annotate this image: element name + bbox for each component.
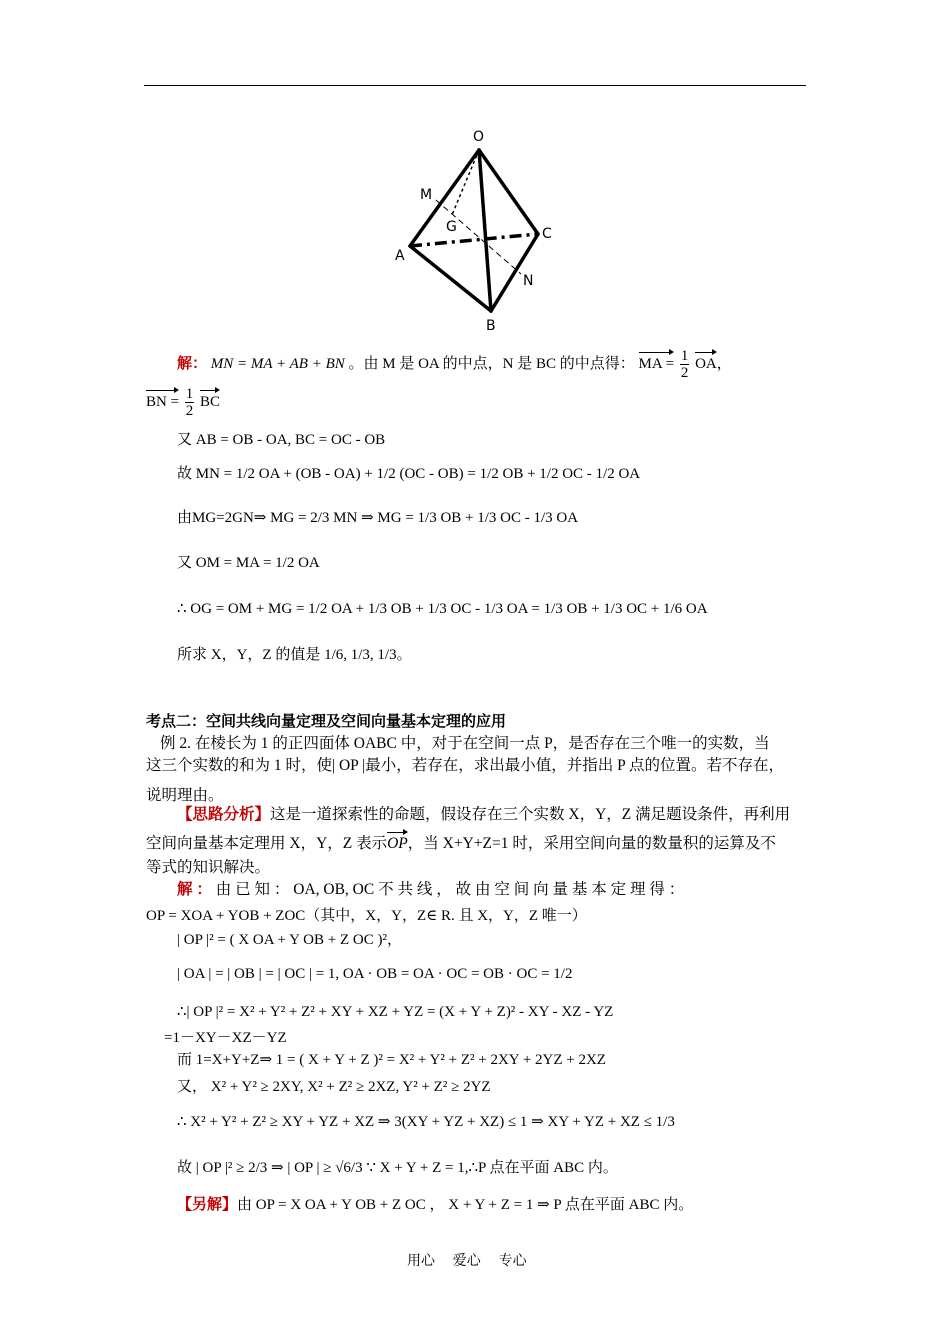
label-g: G <box>446 219 457 235</box>
sol1-line-xyz: 所求 X，Y，Z 的值是 1/6, 1/3, 1/3。 <box>177 647 412 663</box>
sol1-mid-text: 。由 M 是 OA 的中点，N 是 BC 的中点得： <box>348 355 635 372</box>
sol1-line1: 解： MN = MA + AB + BN 。由 M 是 OA 的中点，N 是 BC 的中点得： MA = $\frac{1}{2}$ OA， <box>177 348 732 381</box>
page-footer: 用心 爱心 专心 <box>407 1253 527 1269</box>
sol1-line-mn: 故 MN = 1/2 OA + (OB - OA) + 1/2 (OC - OB) = 1/2 OB + 1/2 OC - 1/2 OA <box>177 466 641 482</box>
sol2-intro: 解 ： 由 已 知 ： OA, OB, OC 不 共 线 ， 故 由 空 间 向 量 基 本 定 理 得 ： <box>177 881 685 898</box>
alt-tag: 【另解】 <box>177 1197 238 1213</box>
sol2-l1: | OP |² = ( X OA + Y OB + Z OC )²， <box>177 932 402 948</box>
sol2-alt: 【另解】由 OP = X OA + Y OB + Z OC ， X + Y + Z = 1 ⇒ P 点在平面 ABC 内。 <box>177 1197 694 1213</box>
sol2-lead: 解 ： <box>177 881 212 898</box>
section2-heading: 考点二：空间共线向量定理及空间向量基本定理的应用 <box>146 712 507 730</box>
sol2-l3: ∴| OP |² = X² + Y² + Z² + XY + XZ + YZ = (X + Y + Z)² - XY - XZ - YZ <box>177 1004 614 1020</box>
sol2-op-line: OP = XOA + YOB + ZOC（其中，X，Y，Z∈ R. 且 X，Y，Z 唯一） <box>146 908 587 924</box>
header-rule <box>144 85 806 86</box>
sol1-bn-frac: $\frac{1}{2}$ <box>185 386 194 419</box>
sol1-line-om: 又 OM = MA = 1/2 OA <box>177 555 320 571</box>
label-n: N <box>523 273 534 289</box>
analysis-line3: 等式的知识解决。 <box>146 859 271 876</box>
edge-oc <box>479 150 538 234</box>
analysis-line1: 【思路分析】这是一道探索性的命题，假设存在三个实数 X，Y，Z 满足题设条件，再利用 <box>177 806 791 823</box>
sol2-l5: 而 1=X+Y+Z⇒ 1 = ( X + Y + Z )² = X² + Y² + Z² + 2XY + 2YZ + 2XZ <box>177 1052 606 1068</box>
label-b: B <box>486 318 496 334</box>
sol1-line-ab: 又 AB = OB - OA, BC = OC - OB <box>177 432 386 448</box>
op-vector: OP <box>387 831 408 854</box>
sol1-ma-frac: $\frac{1}{2}$ <box>680 348 689 381</box>
sol1-bn: BN = <box>146 389 179 412</box>
sol2-l2: | OA | = | OB | = | OC | = 1, OA · OB = OA · OC = OB · OC = 1/2 <box>177 966 573 982</box>
sol1-bn-rhs: BC <box>200 389 220 412</box>
edge-ab <box>410 246 491 311</box>
sol2-l8: 故 | OP |² ≥ 2/3 ⇒ | OP | ≥ √6/3 ∵ X + Y + Z = 1,∴P 点在平面 ABC 内。 <box>177 1160 618 1176</box>
label-a: A <box>395 248 405 264</box>
edge-ob <box>479 150 491 311</box>
label-o: O <box>473 129 485 145</box>
analysis-tag: 【思路分析】 <box>177 806 271 823</box>
analysis-line2: 空间向量基本定理用 X，Y，Z 表示OP，当 X+Y+Z=1 时，采用空间向量的数量积的运算及不 <box>146 831 776 854</box>
segment-mn <box>436 200 521 274</box>
example2-line1: 例 2. 在棱长为 1 的正四面体 OABC 中，对于在空间一点 P，是否存在三个唯一的实数，当 <box>160 735 770 752</box>
sol1-ma: MA = <box>639 351 675 374</box>
tetrahedron-figure <box>380 120 580 335</box>
label-m: M <box>420 187 433 203</box>
sol1-line-og: ∴ OG = OM + MG = 1/2 OA + 1/3 OB + 1/3 OC - 1/3 OA = 1/3 OB + 1/3 OC + 1/6 OA <box>177 601 708 617</box>
sol1-lead: 解： <box>177 355 208 372</box>
sol2-l7: ∴ X² + Y² + Z² ≥ XY + YZ + XZ ⇒ 3(XY + YZ + XZ) ≤ 1 ⇒ XY + YZ + XZ ≤ 1/3 <box>177 1114 675 1130</box>
sol1-line-mg: 由MG=2GN⇒ MG = 2/3 MN ⇒ MG = 1/3 OB + 1/3 OC - 1/3 OA <box>177 510 579 526</box>
sol2-l6: 又， X² + Y² ≥ 2XY, X² + Z² ≥ 2XZ, Y² + Z² ≥ 2YZ <box>177 1079 491 1095</box>
example2-line3: 说明理由。 <box>146 787 224 804</box>
label-c: C <box>542 226 552 242</box>
sol1-eq1: MN = MA + AB + BN <box>210 355 345 372</box>
sol2-l4: =1－XY－XZ－YZ <box>164 1030 287 1046</box>
sol1-ma-rhs: OA <box>695 351 717 374</box>
edge-ac-hidden <box>410 234 538 246</box>
op-abs: | OP | <box>332 757 366 774</box>
example2-line2: 这三个实数的和为 1 时，使| OP |最小，若存在，求出最小值，并指出 P 点的位置。若不存在， <box>146 757 785 774</box>
sol1-bn-line <box>146 386 220 419</box>
